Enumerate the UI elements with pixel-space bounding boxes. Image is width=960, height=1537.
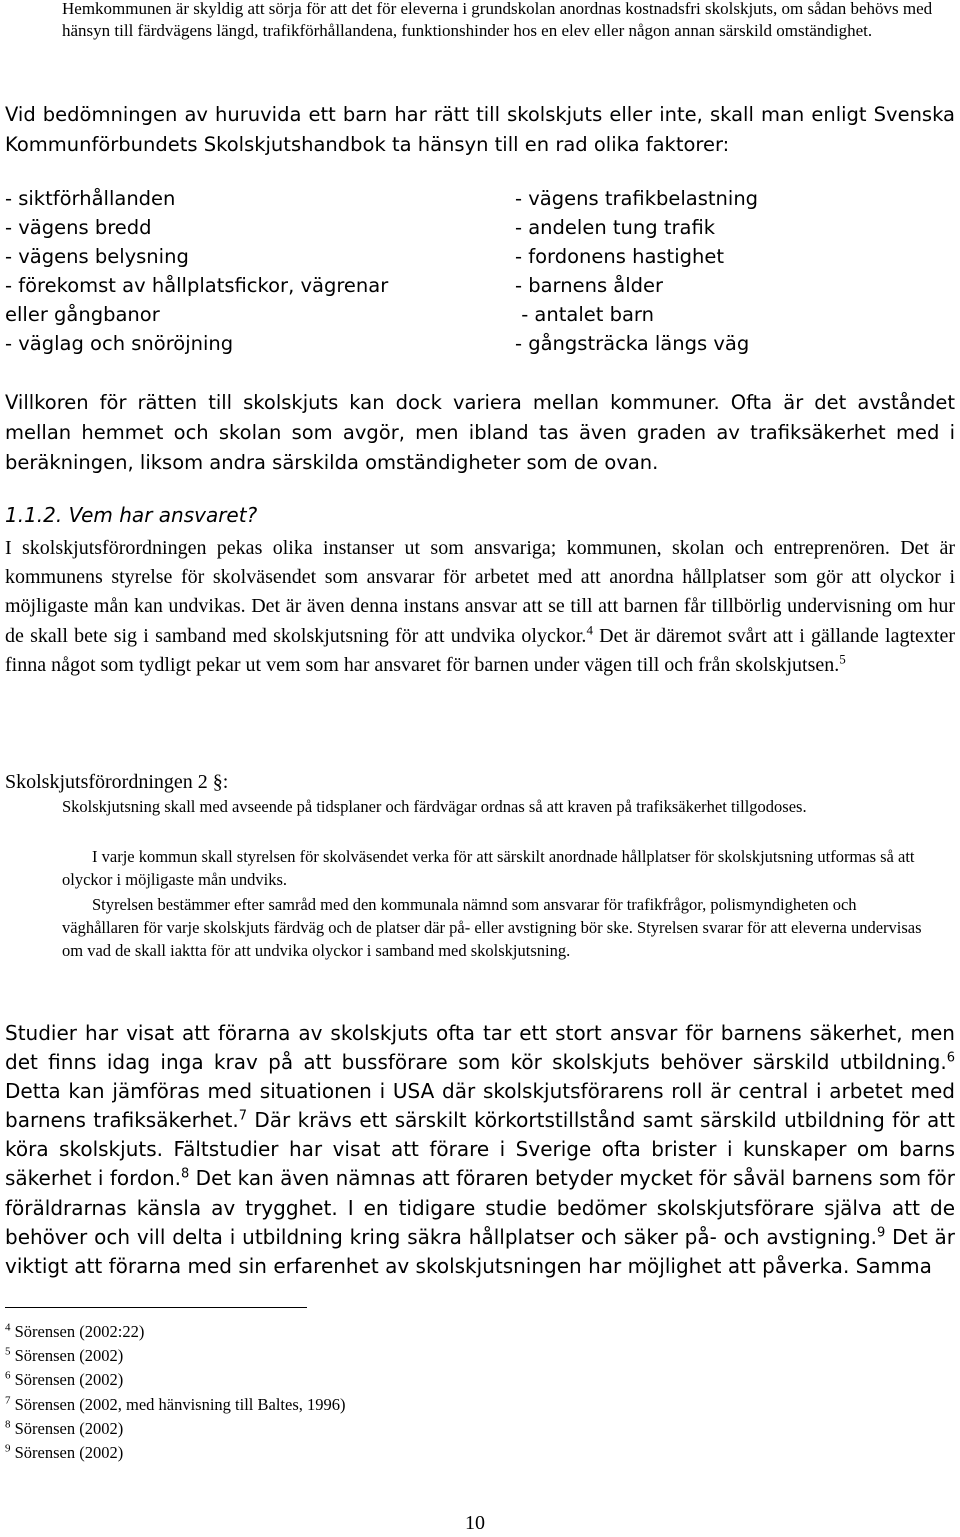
- footnote: [5, 1320, 346, 1344]
- factor-item: - siktförhållanden: [5, 187, 176, 210]
- footnote-text: Sörensen (2002): [10, 1443, 124, 1463]
- footnote-ref: 4: [586, 621, 593, 637]
- footnote: [5, 1417, 346, 1441]
- regulation-quote: Skolskjutsning skall med avseende på tidsplaner och färdvägar ordnas så att kraven på trafiksäkerhet tillgodoses.: [62, 797, 807, 816]
- factor-item: - barnens ålder: [515, 274, 664, 298]
- footnote-number: 5: [5, 1345, 11, 1358]
- footnote-text: Sörensen (2002): [10, 1418, 124, 1438]
- footnote-number: 9: [5, 1442, 11, 1455]
- criteria-paragraph: Vid bedömningen av huruvida ett barn har rätt till skolskjuts eller inte, skall man enligt Svenska Kommunförbundets Skolskjutshandbok ta hänsyn till en rad olika faktorer:: [5, 103, 955, 156]
- conditions-paragraph: Villkoren för rätten till skolskjuts kan dock variera mellan kommuner. Ofta är det avståndet mellan hemmet och skolan som avgör, men ibland tas även graden av trafiksäkerhet med i beräkningen, liksom andra särskilda omständigheter som de ovan.: [5, 391, 955, 474]
- factor-item: - vägens belysning: [5, 245, 189, 269]
- paragraph-text: Det kan även nämnas att föraren betyder mycket för såväl barnens som för föräldrarnas känsla av trygghet. I en tidigare studie bedömer skolskjutsförare själva att de behöver och vill delta i utbildning kring säkra hållplatser och säker på- och avstigning.: [5, 1166, 955, 1249]
- regulation-quote: Styrelsen bestämmer efter samråd med den kommunala nämnd som ansvarar för trafikfrågor, polismyndigheten och väghållaren för varje skolskjuts färdväg och de platser där på- eller avstigning bör ske. Styrelsen svarar för att eleverna undervisas om vad de skall iaktta för att undvika olyckor i samband med skolskjutsning.: [62, 895, 922, 961]
- factor-item: - fordonens hastighet: [515, 245, 724, 269]
- footnote: [5, 1344, 346, 1368]
- footnote-ref: 5: [839, 651, 846, 667]
- regulation-quote: I varje kommun skall styrelsen för skolväsendet verka för att särskilt anordnade hållplatser för skolskjutsning utformas så att olyckor i möjligaste mån undviks.: [62, 847, 915, 890]
- footnote: [5, 1393, 346, 1417]
- footnote-ref: 9: [876, 1225, 886, 1240]
- section-heading: 1.1.2. Vem har ansvaret?: [5, 503, 258, 527]
- intro-paragraph: Hemkommunen är skyldig att sörja för att det för eleverna i grundskolan anordnas kostnadsfri skolskjuts, om sådan behövs med hänsyn till färdvägens längd, trafikförhållandena, funktionshinder hos en elev eller någon annan särskild omständighet.: [62, 0, 933, 40]
- footnote-number: 6: [5, 1369, 11, 1382]
- footnote-number: 7: [5, 1394, 11, 1407]
- footnote-ref: 6: [946, 1050, 955, 1066]
- footnotes: [5, 1320, 346, 1465]
- paragraph-text: Det är viktigt att förarna med sin erfarenhet av skolskjutsningen har möjlighet att påverka. Samma: [5, 1224, 955, 1278]
- paragraph-text: Det är däremot svårt att i gällande lagtexter finna något som tydligt pekar ut vem som har ansvaret för barnen under vägen till och från skolskjutsen.: [5, 624, 955, 676]
- factor-item: - andelen tung trafik: [515, 216, 716, 240]
- footnote-text: Sörensen (2002:22): [10, 1322, 145, 1341]
- footnote-text: Sörensen (2002, med hänvisning till Baltes, 1996): [10, 1394, 346, 1414]
- drivers-paragraph: [5, 1019, 955, 1281]
- factor-item: - väglag och snöröjning: [5, 332, 234, 356]
- paragraph-text: I skolskjutsförordningen pekas olika instanser ut som ansvariga; kommunen, skolan och entreprenören. Det är kommunens styrelse för skolväsendet som ansvarar för arbetet med att anordna hållplatser som gör att olyckor i möjligaste mån kan undvikas. Det är även denna instans ansvar att se till att barnen får tillbörlig undervisning om hur de skall bete sig i samband med skolskjutsning för att undvika olyckor.: [5, 537, 955, 647]
- factor-item: eller gångbanor: [5, 303, 160, 327]
- paragraph-text: Detta kan jämföras med situationen i USA där skolskjutsförarens roll är central i arbetet med barnens trafiksäkerhet.: [5, 1079, 955, 1133]
- factor-item: - vägens bredd: [5, 216, 152, 240]
- footnote-number: 8: [5, 1418, 11, 1431]
- factor-item: - förekomst av hållplatsfickor, vägrenar: [5, 274, 389, 298]
- footnote: [5, 1368, 346, 1392]
- footnote-ref: 7: [238, 1108, 247, 1124]
- factors-list-left: [5, 184, 485, 359]
- factor-item: - gångsträcka längs väg: [515, 332, 750, 356]
- footnote-text: Sörensen (2002): [10, 1370, 124, 1390]
- responsibility-paragraph: [5, 534, 955, 680]
- footnote-number: 4: [5, 1321, 11, 1334]
- factor-item: - antalet barn: [515, 303, 654, 327]
- factors-list-right: [515, 184, 955, 359]
- paragraph-text: Studier har visat att förarna av skolskjuts ofta tar ett stort ansvar för barnens säkerhet, men det finns idag inga krav på att bussförare som kör skolskjuts behöver särskild utbildning.: [5, 1021, 955, 1075]
- footnote-text: Sörensen (2002): [10, 1346, 124, 1366]
- regulation-title: Skolskjutsförordningen 2 §:: [5, 771, 229, 793]
- footnote-ref: 8: [181, 1166, 190, 1182]
- page-number: 10: [465, 1512, 485, 1534]
- paragraph-text: Där krävs ett särskilt körkortstillstånd samt särskild utbildning för att köra skolskjuts. Fältstudier har visat att förare i Sverige ofta brister i kunskaper om barns säkerhet i fordon.: [5, 1108, 955, 1191]
- factor-item: - vägens trafikbelastning: [515, 187, 759, 210]
- footnote-divider: [5, 1307, 307, 1308]
- footnote: [5, 1441, 346, 1465]
